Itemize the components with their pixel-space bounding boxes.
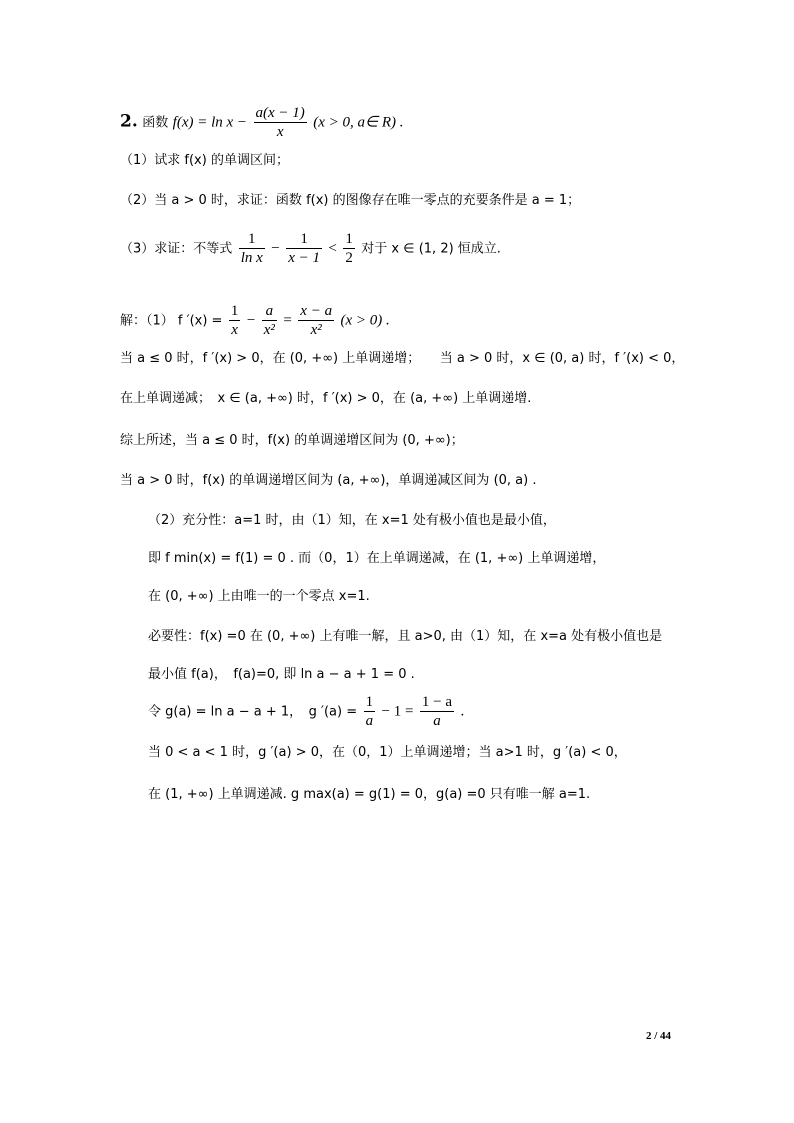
fraction-denominator: x [276, 124, 284, 140]
solution-line-7-text: 即 f min(x) = f(1) = 0 . 而（0，1）在上单调递减，在 (1, +∞) 上单调递增， [148, 551, 606, 566]
solution-line-2-text: 当 a ≤ 0 时，f ′(x) > 0，在 (0, +∞) 上单调递增； 当 a > 0 时，x ∈ (0, a) 时，f ′(x) < 0， [120, 351, 685, 366]
solution-line-4 [120, 430, 464, 451]
solution-line-6 [148, 510, 556, 531]
solution-line-12 [148, 742, 627, 763]
question-1 [120, 150, 289, 171]
question-3: （3）求证：不等式 $\frac{1}{\text{ln x}}$ − $\frac{1}{x - 1}$ < $\frac{1}{2}$ 对于 x ∈ (1, 2) 恒成立. [120, 231, 501, 266]
fraction-denominator: x [231, 322, 238, 338]
question-1-text: （1）试求 f(x) 的单调区间； [120, 153, 289, 168]
problem-intro: 函数 [142, 115, 169, 131]
fraction-denominator: x² [263, 322, 275, 338]
fraction-denominator: a [433, 713, 441, 729]
fraction-denominator: x² [310, 322, 322, 338]
solution-line-5 [120, 470, 536, 491]
fraction-denominator: x − 1 [288, 250, 320, 266]
fraction-numerator: 1 [365, 694, 374, 710]
solution-line-11 [148, 693, 464, 730]
question-3-tail: 对于 x ∈ (1, 2) 恒成立. [361, 241, 501, 257]
solution-fraction-3 [298, 302, 334, 339]
q3-fraction-2 [286, 230, 322, 267]
solution-fraction-1 [229, 302, 241, 339]
fraction-numerator: a(x − 1) [255, 105, 305, 121]
q3-fraction-3 [343, 230, 355, 267]
fraction-numerator: a [262, 302, 277, 321]
solution-line-9 [148, 626, 662, 647]
fraction-denominator: a [365, 713, 374, 729]
solution-line-11-mid: − 1 = [381, 703, 414, 720]
solution-line-12-text: 当 0 < a < 1 时，g ′(a) > 0，在（0，1）上单调递增；当 a>1 时，g ′(a) < 0， [148, 745, 627, 760]
solution-line-9-text: 必要性：f(x) =0 在 (0, +∞) 上有唯一解，且 a>0, 由（1）知，在 x=a 处有极小值也是 [148, 629, 663, 644]
question-3-text: （3）求证：不等式 [120, 241, 233, 257]
solution-domain: (x > 0) . [340, 312, 390, 329]
page-number: 2 / 44 [646, 1030, 672, 1042]
solution-line-11-lhs: 令 g(a) = ln a − a + 1， g ′(a) = [148, 704, 358, 720]
fraction-numerator: 1 [286, 230, 322, 249]
solution-derivative-lhs: 解：（1） f ′(x) = [120, 313, 223, 329]
solution-line-3 [120, 388, 531, 409]
g-derivative-fraction-2 [420, 693, 454, 730]
function-domain: (x > 0, a∈ R) . [313, 114, 404, 131]
solution-line-6-text: （2）充分性：a=1 时，由（1）知，在 x=1 处有极小值也是最小值， [148, 513, 556, 528]
solution-line-8 [148, 586, 370, 607]
solution-line-8-text: 在 (0, +∞) 上由唯一的一个零点 x=1. [148, 589, 370, 604]
function-lhs: f(x) = ln x − [172, 114, 248, 131]
solution-line-3-text: 在上单调递减； x ∈ (a, +∞) 时，f ′(x) > 0，在 (a, +∞) 上单调递增. [120, 391, 532, 406]
solution-line-13 [148, 784, 590, 805]
fraction-numerator: 1 − a [421, 694, 453, 710]
problem-line-1 [120, 104, 404, 141]
solution-line-13-text: 在 (1, +∞) 上单调递减. g max(a) = g(1) = 0，g(a) =0 只有唯一解 a=1. [148, 787, 591, 802]
fraction-denominator: 2 [345, 250, 353, 266]
problem-number: 2. [120, 111, 138, 132]
fraction-numerator: x − a [300, 303, 333, 319]
question-2 [120, 190, 580, 211]
solution-line-4-text: 综上所述，当 a ≤ 0 时，f(x) 的单调递增区间为 (0, +∞)； [120, 433, 464, 448]
fraction-numerator: 1 [345, 231, 353, 247]
q3-fraction-1 [239, 230, 265, 267]
solution-line-2 [120, 348, 684, 369]
solution-line-7 [148, 548, 605, 569]
question-2-text: （2）当 a > 0 时，求证：函数 f(x) 的图像存在唯一零点的充要条件是 a = 1； [120, 193, 581, 208]
solution-fraction-2 [262, 302, 277, 339]
g-derivative-fraction-1 [364, 693, 376, 730]
solution-line-11-end: . [460, 703, 465, 720]
fraction-numerator: 1 [239, 230, 265, 249]
solution-line-10-text: 最小值 f(a)， f(a)=0, 即 ln a − a + 1 = 0 . [148, 667, 415, 682]
fraction-denominator: ln x [240, 250, 263, 266]
fraction-numerator: 1 [230, 303, 239, 319]
solution-line-10 [148, 664, 415, 685]
solution-line-1: 解：（1） f ′(x) = $\frac{1}{x}$ − $\frac{a}{\text{x²}}$ = $\frac{x - a}{\text{x²}}$ (x > 0) . [120, 303, 390, 338]
solution-line-5-text: 当 a > 0 时，f(x) 的单调递增区间为 (a, +∞)，单调递减区间为 (0, a) . [120, 473, 537, 488]
function-fraction [254, 104, 307, 141]
